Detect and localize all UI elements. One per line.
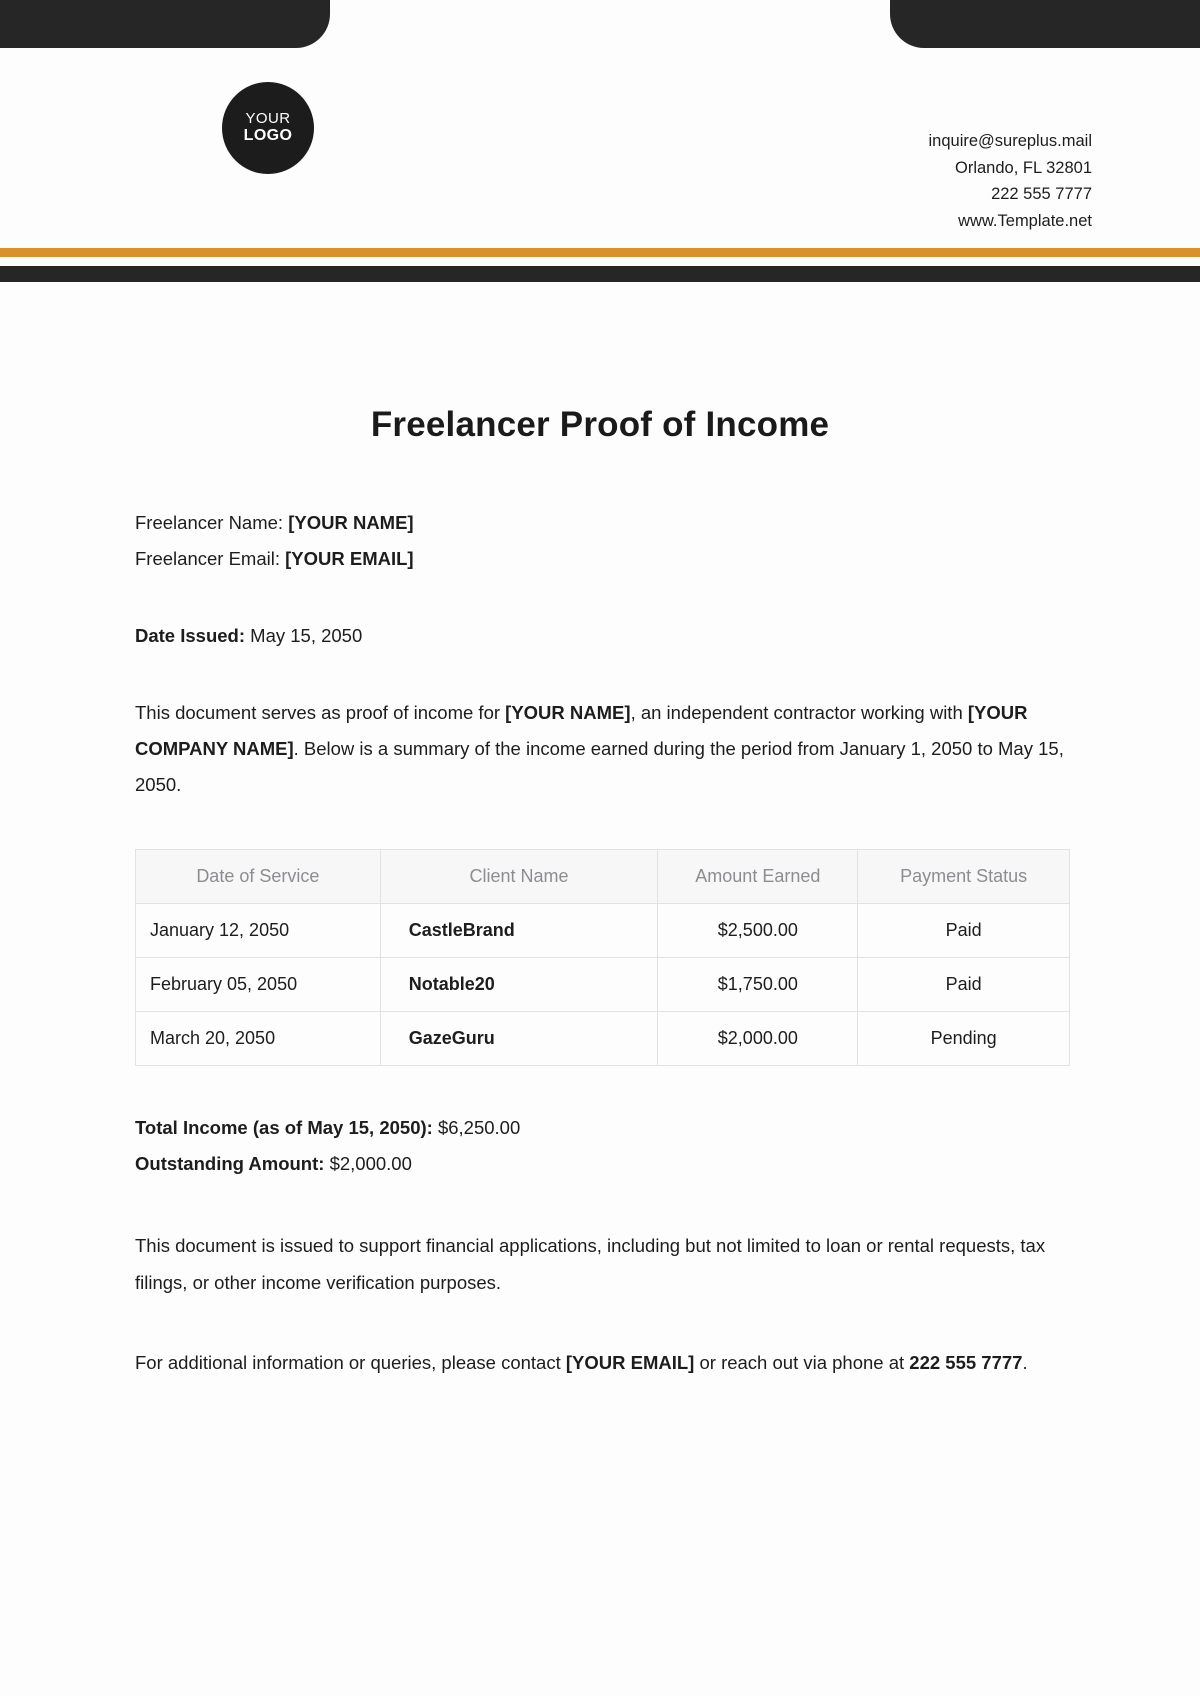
cell-status: Paid xyxy=(858,904,1070,958)
table-header-amount: Amount Earned xyxy=(658,850,858,904)
cell-status: Pending xyxy=(858,1012,1070,1066)
intro-name: [YOUR NAME] xyxy=(505,702,631,724)
contact-paragraph xyxy=(135,1345,1070,1381)
intro-company: [YOUR COMPANY NAME] xyxy=(135,702,1028,760)
contact-email-value: [YOUR EMAIL] xyxy=(565,1351,695,1373)
cell-amount: $2,500.00 xyxy=(658,904,858,958)
freelancer-email-label: Freelancer Email: xyxy=(135,548,280,570)
intro-text-1: This document serves as proof of income for xyxy=(135,702,506,724)
cell-amount: $2,000.00 xyxy=(658,1012,858,1066)
contact-address: Orlando, FL 32801 xyxy=(955,158,1092,177)
total-income-label: Total Income (as of May 15, 2050): xyxy=(135,1117,433,1139)
company-logo xyxy=(222,82,314,174)
page-title: Freelancer Proof of Income xyxy=(370,405,830,444)
table-row xyxy=(136,958,1070,1012)
freelancer-email-line xyxy=(135,541,1070,577)
cell-client: Notable20 xyxy=(380,958,658,1012)
header-bar-left xyxy=(0,0,330,48)
cell-date: February 05, 2050 xyxy=(136,958,381,1012)
table-header-status: Payment Status xyxy=(858,850,1070,904)
cell-client: GazeGuru xyxy=(380,1012,658,1066)
total-income-line xyxy=(135,1110,1070,1146)
intro-text-2: , an independent contractor working with xyxy=(630,702,968,724)
outstanding-label: Outstanding Amount: xyxy=(135,1153,325,1175)
contact-website: www.Template.net xyxy=(958,212,1092,231)
contact-info xyxy=(929,128,1093,235)
table-header-client: Client Name xyxy=(380,850,658,904)
contact-text-3: . xyxy=(1022,1351,1028,1373)
contact-phone-value: 222 555 7777 xyxy=(909,1351,1023,1373)
cell-client: CastleBrand xyxy=(380,904,658,958)
cell-status: Paid xyxy=(858,958,1070,1012)
table-header-row xyxy=(136,850,1070,904)
outstanding-line xyxy=(135,1146,1070,1182)
accent-rule-orange xyxy=(0,248,1200,257)
freelancer-email-value: [YOUR EMAIL] xyxy=(285,548,414,570)
cell-date: January 12, 2050 xyxy=(136,904,381,958)
table-header-date: Date of Service xyxy=(136,850,381,904)
cell-date: March 20, 2050 xyxy=(136,1012,381,1066)
intro-paragraph xyxy=(135,695,1070,803)
header-decoration xyxy=(0,0,1200,52)
contact-email: inquire@sureplus.mail xyxy=(928,132,1092,150)
table-row xyxy=(136,1012,1070,1066)
logo-line-1: YOUR xyxy=(245,110,291,128)
document-body xyxy=(135,505,1070,1381)
accent-rule-dark xyxy=(0,266,1200,282)
logo-line-2: LOGO xyxy=(243,127,293,145)
total-income-value: $6,250.00 xyxy=(437,1117,521,1139)
contact-phone: 222 555 7777 xyxy=(991,185,1092,204)
income-table xyxy=(135,849,1070,1066)
freelancer-name-line xyxy=(135,505,1070,541)
cell-amount: $1,750.00 xyxy=(658,958,858,1012)
outstanding-value: $2,000.00 xyxy=(329,1153,412,1175)
closing-paragraph: This document is issued to support financial applications, including but not limited to loan or rental requests, tax filings, or other income verification purposes. xyxy=(135,1235,1046,1293)
freelancer-name-value: [YOUR NAME] xyxy=(288,512,414,533)
table-row xyxy=(136,904,1070,958)
contact-text-1: For additional information or queries, please contact xyxy=(135,1351,566,1373)
totals-block xyxy=(135,1110,1070,1182)
date-issued-label: Date Issued: xyxy=(135,625,246,647)
date-issued-value: May 15, 2050 xyxy=(250,625,363,647)
intro-text-3: . Below is a summary of the income earned during the period from January 1, 2050 to May 15, 2050. xyxy=(135,738,1064,796)
freelancer-name-label: Freelancer Name: xyxy=(135,512,284,533)
contact-text-2: or reach out via phone at xyxy=(694,1351,910,1373)
header-bar-right xyxy=(890,0,1200,48)
date-issued-line xyxy=(135,625,1070,647)
